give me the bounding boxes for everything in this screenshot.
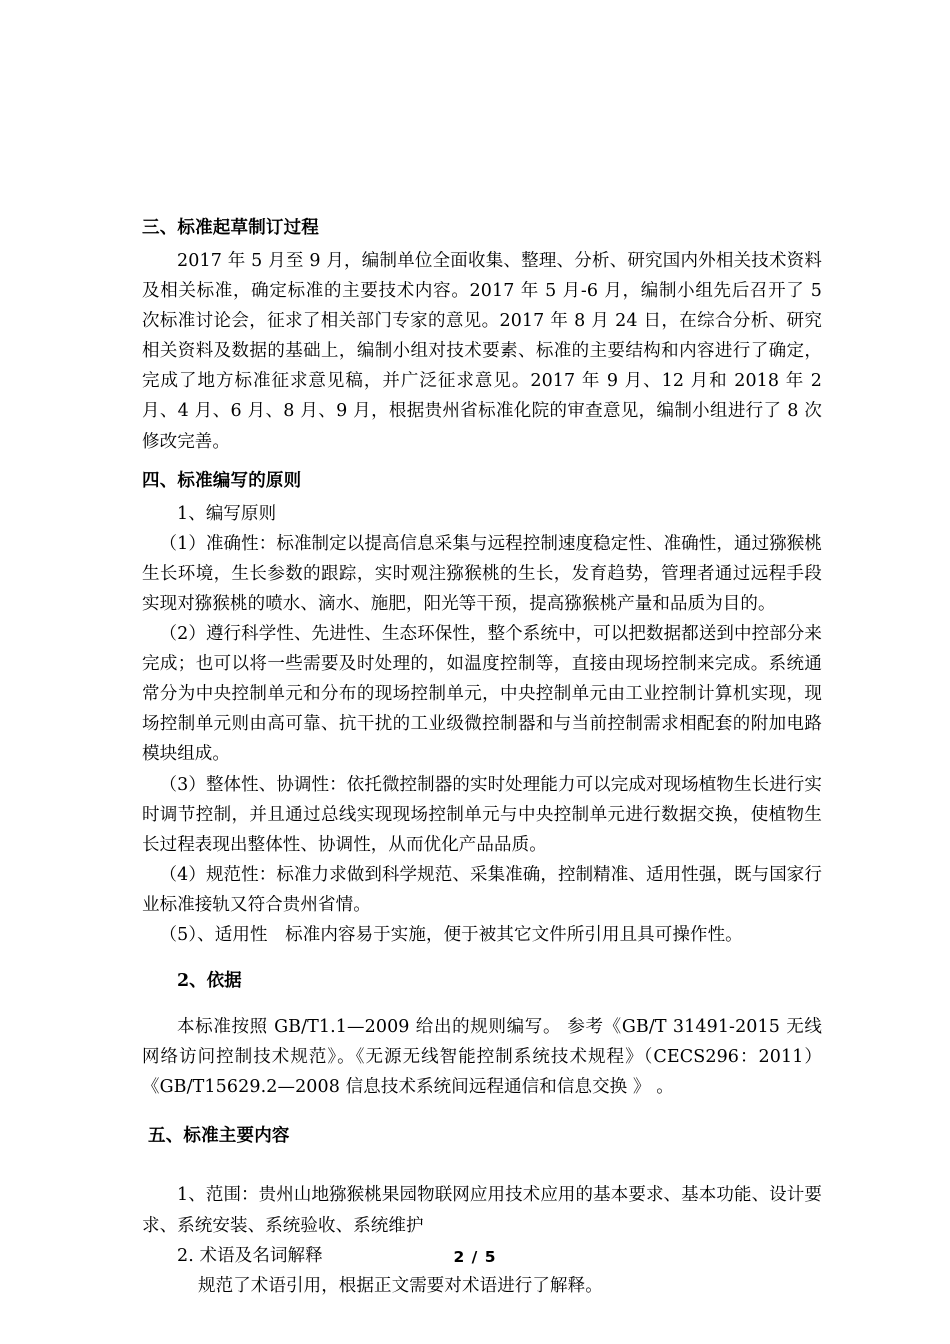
section-3-paragraph-1: 2017 年 5 月至 9 月，编制单位全面收集、整理、分析、研究国内外相关技术资料及相关标准，确定标准的主要技术内容。2017 年 5 月-6 月，编制小组先后召开了 5 次标准讨论会，征求了相关部门专家的意见。2017 年 8 月 24 日，在综合分析、研究相关资料及数据的基础上，编制小组对技术要素、标准的主要结构和内容进行了确定，完成了地方标准征求意见稿，并广泛征求意见。2017 年 9 月、12 月和 2018 年 2 月、4 月、6 月、8 月、9 月，根据贵州省标准化院的审查意见，编制小组进行了 8 次修改完善。 [142,251,822,452]
spacer [142,996,822,1012]
principle-item-4: （4）规范性：标准力求做到科学规范、采集准确，控制精准、适用性强，既与国家行业标准接轨又符合贵州省情。 [142,864,822,915]
principle-item-5: （5）、适用性 标准内容易于实施，便于被其它文件所引用且具可操作性。 [159,924,743,945]
section-heading-5: 五、标准主要内容 [148,1126,290,1147]
spacer [142,1102,822,1122]
principle-item-2: （2）遵行科学性、先进性、生态环保性，整个系统中，可以把数据都送到中控部分来完成；也可以将一些需要及时处理的，如温度控制等，直接由现场控制来完成。系统通常分为中央控制单元和分布的现场控制单元，中央控制单元由工业控制计算机实现，现场控制单元则由高可靠、抗干扰的工业级微控制器和与当前控制需求相配套的附加电路模块组成。 [142,624,822,765]
page-number: 2 / 5 [453,1248,497,1266]
principle-item-1: （1）准确性：标准制定以提高信息采集与远程控制速度稳定性、准确性，通过猕猴桃生长环境，生长参数的跟踪，实时观注猕猴桃的生长，发育趋势，管理者通过远程手段实现对猕猴桃的喷水、滴水、施肥，阳光等干预，提高猕猴桃产量和品质为目的。 [142,533,822,614]
standard-basis-paragraph: 本标准按照 GB/T1.1—2009 给出的规则编写。 参考《GB/T 31491-2015 无线网络访问控制技术规范》。《无源无线智能控制系统技术规程》（CECS296：2011）《GB/T15629.2—2008 信息技术系统间远程通信和信息交换 》 。 [142,1017,822,1098]
section-heading-4: 四、标准编写的原则 [142,470,302,491]
spacer [142,1154,822,1180]
section-heading-3: 三、标准起草制订过程 [142,218,319,238]
spacer [142,950,822,966]
principle-item-3: （3）整体性、协调性：依托微控制器的实时处理能力可以完成对现场植物生长进行实时调节控制，并且通过总线实现现场控制单元与中央控制单元进行数据交换，使植物生长过程表现出整体性、协调性，从而优化产品品质。 [142,774,822,855]
terminology-detail: 规范了术语引用，根据正文需要对术语进行了解释。 [198,1275,603,1296]
scope-item: 1、范围：贵州山地猕猴桃果园物联网应用技术应用的基本要求、基本功能、设计要求、系统安装、系统验收、系统维护 [142,1185,822,1236]
terminology-item: 2. 术语及名词解释 [177,1245,323,1266]
spacer [142,457,822,467]
section-4-subheading-1: 1、编写原则 [177,503,277,524]
section-4-subheading-2: 2、依据 [177,971,242,992]
